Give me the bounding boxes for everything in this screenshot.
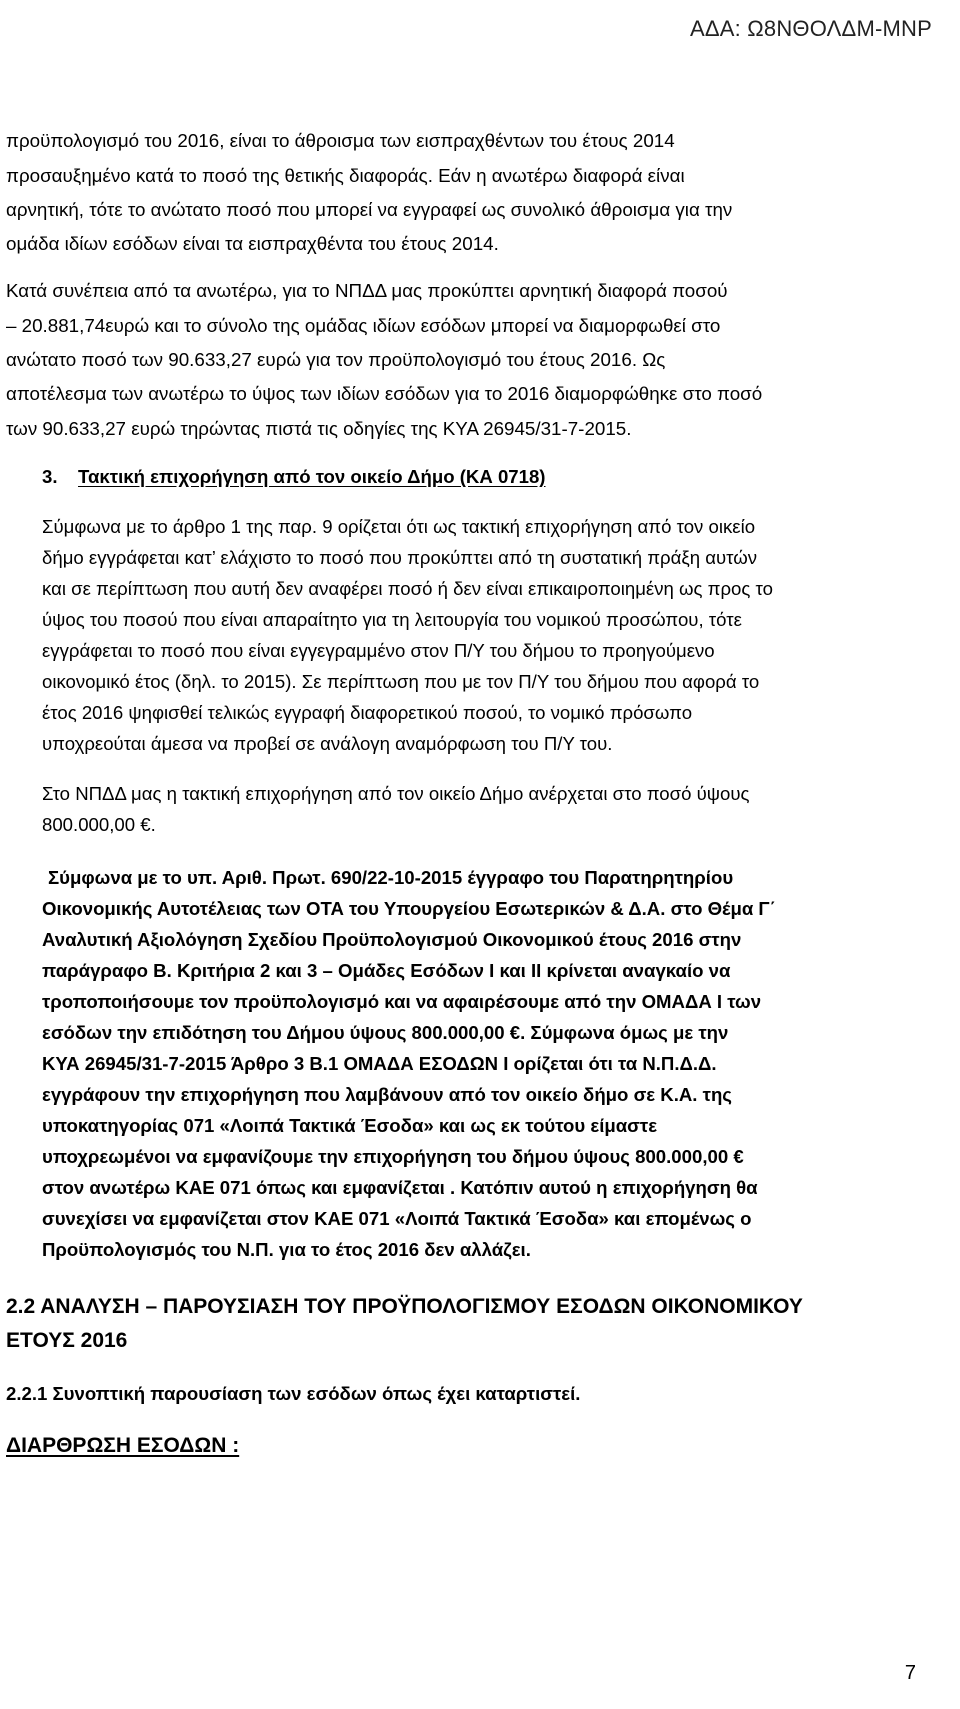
page-number: 7 [904,1662,916,1684]
paragraph-line: προσαυξημένο κατά το ποσό της θετικής διαφοράς. Εάν η ανωτέρω διαφορά είναι [6,165,685,186]
paragraph-line: αρνητική, τότε το ανώτατο ποσό που μπορεί να εγγραφεί ως συνολικό άθροισμα για την [6,199,733,220]
heading-line: 2.2 ΑΝΑΛΥΣΗ – ΠΑΡΟΥΣΙΑΣΗ ΤΟΥ ΠΡΟΫΠΟΛΟΓΙΣΜΟΥ ΕΣΟΔΩΝ ΟΙΚΟΝΟΜΙΚΟΥ [6,1295,803,1318]
section-title: Τακτική επιχορήγηση από τον οικείο Δήμο (ΚΑ 0718) [78,466,546,487]
paragraph-line: συνεχίσει να εμφανίζεται στον ΚΑΕ 071 «Λοιπά Τακτικά Έσοδα» και επομένως ο [42,1208,752,1229]
paragraph-line: υποχρεούται άμεσα να προβεί σε ανάλογη αναμόρφωση του Π/Υ του. [42,733,613,754]
heading-line: ΔΙΑΡΘΡΩΣΗ ΕΣΟΔΩΝ : [6,1434,240,1457]
paragraph-line: ανώτατο ποσό των 90.633,27 ευρώ για τον προϋπολογισμό του έτους 2016. Ως [6,349,666,370]
paragraph-line: Αναλυτική Αξιολόγηση Σχεδίου Προϋπολογισμού Οικονομικού έτους 2016 στην [42,929,742,950]
paragraph-line: οικονομικό έτος (δηλ. το 2015). Σε περίπτωση που με τον Π/Υ του δήμου που αφορά το [42,671,760,692]
paragraph-line: Στο ΝΠΔΔ μας η τακτική επιχορήγηση από τον οικείο Δήμο ανέρχεται στο ποσό ύψους [42,783,750,804]
paragraph-line: 800.000,00 €. [42,814,156,835]
paragraph-line: Οικονομικής Αυτοτέλειας των ΟΤΑ του Υπουργείου Εσωτερικών & Δ.Α. στο Θέμα Γ΄ [42,898,776,919]
paragraph-line: δήμο εγγράφεται κατ’ ελάχιστο το ποσό που προκύπτει από τη συστατική πράξη αυτών [42,547,758,568]
ada-code-header: ΑΔΑ: Ω8ΝΘΟΛΔΜ-ΜΝΡ [690,16,932,41]
paragraph-line: Κατά συνέπεια από τα ανωτέρω, για το ΝΠΔΔ μας προκύπτει αρνητική διαφορά ποσού [6,280,728,301]
paragraph-line: Σύμφωνα με το υπ. Αριθ. Πρωτ. 690/22-10-2015 έγγραφο του Παρατηρητηρίου [48,867,734,888]
paragraph-line: υποκατηγορίας 071 «Λοιπά Τακτικά Έσοδα» και ως εκ τούτου είμαστε [42,1115,658,1136]
paragraph-line: Σύμφωνα με το άρθρο 1 της παρ. 9 ορίζεται ότι ως τακτική επιχορήγηση από τον οικείο [42,516,756,537]
paragraph-line: και σε περίπτωση που αυτή δεν αναφέρει ποσό ή δεν είναι επικαιροποιημένη ως προς το [42,578,773,599]
heading-line: ΕΤΟΥΣ 2016 [6,1329,128,1352]
paragraph-line: εγγράφουν την επιχορήγηση που λαμβάνουν από τον οικείο δήμο σε Κ.Α. της [42,1084,732,1105]
paragraph-line: ομάδα ιδίων εσόδων είναι τα εισπραχθέντα του έτους 2014. [6,233,499,254]
paragraph-line: – 20.881,74ευρώ και το σύνολο της ομάδας ιδίων εσόδων μπορεί να διαμορφωθεί στο [6,315,721,336]
paragraph-line: εσόδων την επιδότηση του Δήμου ύψους 800.000,00 €. Σύμφωνα όμως με την [42,1022,729,1043]
paragraph-line: έτος 2016 ψηφισθεί τελικώς εγγραφή διαφορετικού ποσού, το νομικό πρόσωπο [42,702,693,723]
paragraph-line: υποχρεωμένοι να εμφανίζουμε την επιχορήγηση του δήμου ύψους 800.000,00 € [42,1146,744,1167]
paragraph-line: προϋπολογισμό του 2016, είναι το άθροισμα των εισπραχθέντων του έτους 2014 [6,130,675,151]
paragraph-line: Προϋπολογισμός του Ν.Π. για το έτος 2016 δεν αλλάζει. [42,1239,531,1260]
heading-line: 2.2.1 Συνοπτική παρουσίαση των εσόδων όπως έχει καταρτιστεί. [6,1383,581,1404]
paragraph-line: τροποποιήσουμε τον προϋπολογισμό και να αφαιρέσουμε από την ΟΜΑΔΑ Ι των [42,991,762,1012]
section-number: 3. [42,466,58,487]
paragraph-line: παράγραφο Β. Κριτήρια 2 και 3 – Ομάδες Εσόδων Ι και ΙΙ κρίνεται αναγκαίο να [42,960,731,981]
paragraph-line: αποτέλεσμα των ανωτέρω το ύψος των ιδίων εσόδων για το 2016 διαμορφώθηκε στο ποσό [6,383,763,404]
paragraph-line: ΚΥΑ 26945/31-7-2015 Άρθρο 3 Β.1 ΟΜΑΔΑ ΕΣΟΔΩΝ Ι ορίζεται ότι τα Ν.Π.Δ.Δ. [42,1053,717,1074]
paragraph-line: ύψος του ποσού που είναι απαραίτητο για τη λειτουργία του νομικού προσώπου, τότε [42,609,742,630]
paragraph-line: εγγράφεται το ποσό που είναι εγγεγραμμένο στον Π/Υ του δήμου το προηγούμενο [42,640,715,661]
paragraph-line: στον ανωτέρω ΚΑΕ 071 όπως και εμφανίζεται . Κατόπιν αυτού η επιχορήγηση θα [42,1177,758,1198]
paragraph-line: των 90.633,27 ευρώ τηρώντας πιστά τις οδηγίες της ΚΥΑ 26945/31-7-2015. [6,418,632,439]
